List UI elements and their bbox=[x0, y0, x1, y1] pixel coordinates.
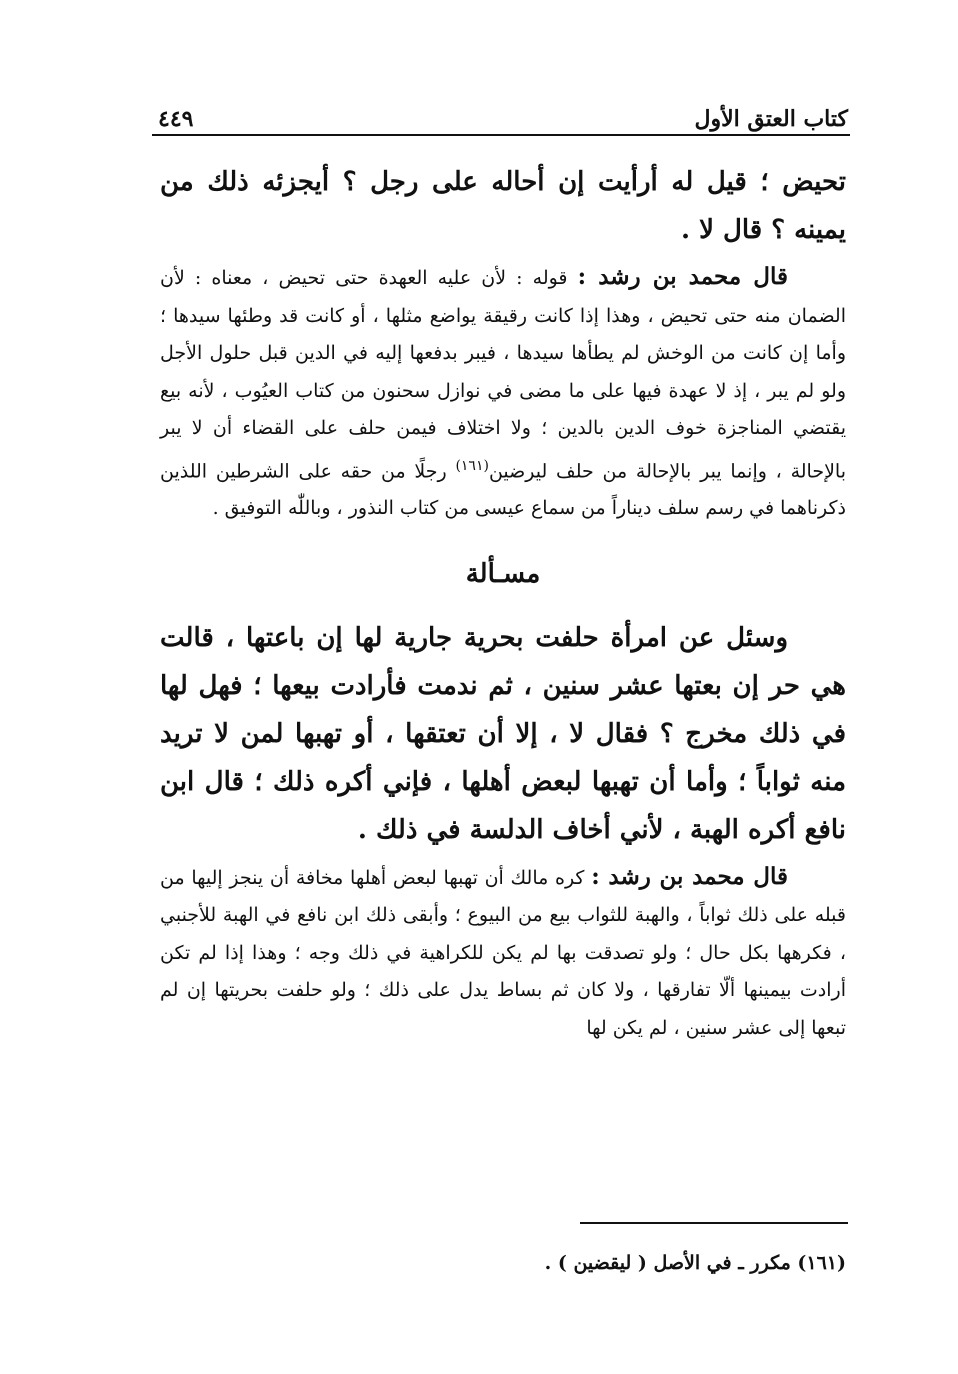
footnote-divider bbox=[580, 1222, 848, 1224]
commentary-lead-2: قال محمد بن رشد : bbox=[591, 862, 789, 890]
commentary-text-2: كره مالك أن تهبها لبعض أهلها مخافة أن ينجز إليها من قبله على ذلك ثواباً ، والهبة للثواب بيع من البيوع ؛ وأبقى ذلك ابن نافع في الهبة للأجنبي ، فكرهها بكل حال ؛ ولو تصدقت بها لم يكن للكراهية في ذلك وجه ؛ وهذا إذا لم تكن أرادت بيمينها ألّا تفارقها ، ولا كان ثم بساط يدل على ذلك ؛ ولو حلفت بحريتها إن لم تبعها إلى عشر سنين ، لم يكن لها bbox=[160, 866, 846, 1039]
header-title: كتاب العتق الأول bbox=[694, 106, 848, 132]
commentary-lead: قال محمد بن رشد : bbox=[577, 263, 788, 290]
page-number: ٤٤٩ bbox=[158, 106, 194, 132]
paragraph-continuation: تحيض ؛ قيل له أرأيت إن أحاله على رجل ؟ أيجزئه ذلك من يمينه ؟ قال لا . bbox=[160, 167, 846, 245]
running-header bbox=[158, 92, 848, 132]
footnote-ref: (١٦١) bbox=[455, 457, 489, 474]
footnote: (١٦١) مكرر ـ في الأصل ( ليقضين ) . bbox=[544, 1252, 846, 1274]
main-text bbox=[160, 158, 846, 1047]
header-divider bbox=[152, 134, 850, 136]
section-heading: مسـألة bbox=[465, 558, 541, 589]
commentary-text-continued: رجلًا من حقه على الشرطين اللذين ذكرناهما في رسم سلف ديناراً من سماع عيسى من كتاب النذور ، وباللّٰه التوفيق . bbox=[160, 459, 846, 520]
commentary-paragraph bbox=[160, 258, 846, 528]
commentary-paragraph-2 bbox=[160, 858, 846, 1048]
commentary-text: قوله : لأن عليه العهدة حتى تحيض ، معناه : لأن الضمان منه حتى تحيض ، وهذا إذا كانت رقيقة يواضع مثلها ، أو كانت قد وطئها سيدها ؛ وأما إن كانت من الوخش لم يطأها سيدها ، فيبر بدفعها إليه في الدين قبل حلول الأجل ولو لم يبر ، إذ لا عهدة فيها على ما مضى في نوازل سحنون من كتاب العيُوب ، لأنه بيع يقتضي المناجزة خوف الدين بالدين ؛ ولا اختلاف فيمن حلف على القضاء أن لا يبر بالإحالة ، وإنما يبر بالإحالة من حلف ليرضين bbox=[160, 267, 846, 482]
question-paragraph: وسئل عن امرأة حلفت بحرية جارية لها إن باعتها ، قالت هي حر إن بعتها عشر سنين ، ثم ندمت فأرادت بيعها ؛ فهل لها في ذلك مخرج ؟ فقال لا ، إلا أن تعتقها ، أو تهبها لمن لا تريد منه ثواباً ؛ وأما أن تهبها لبعض أهلها ، فإني أكره ذلك ؛ قال ابن نافع أكره الهبة ، لأني أخاف الدلسة في ذلك . bbox=[160, 622, 846, 845]
